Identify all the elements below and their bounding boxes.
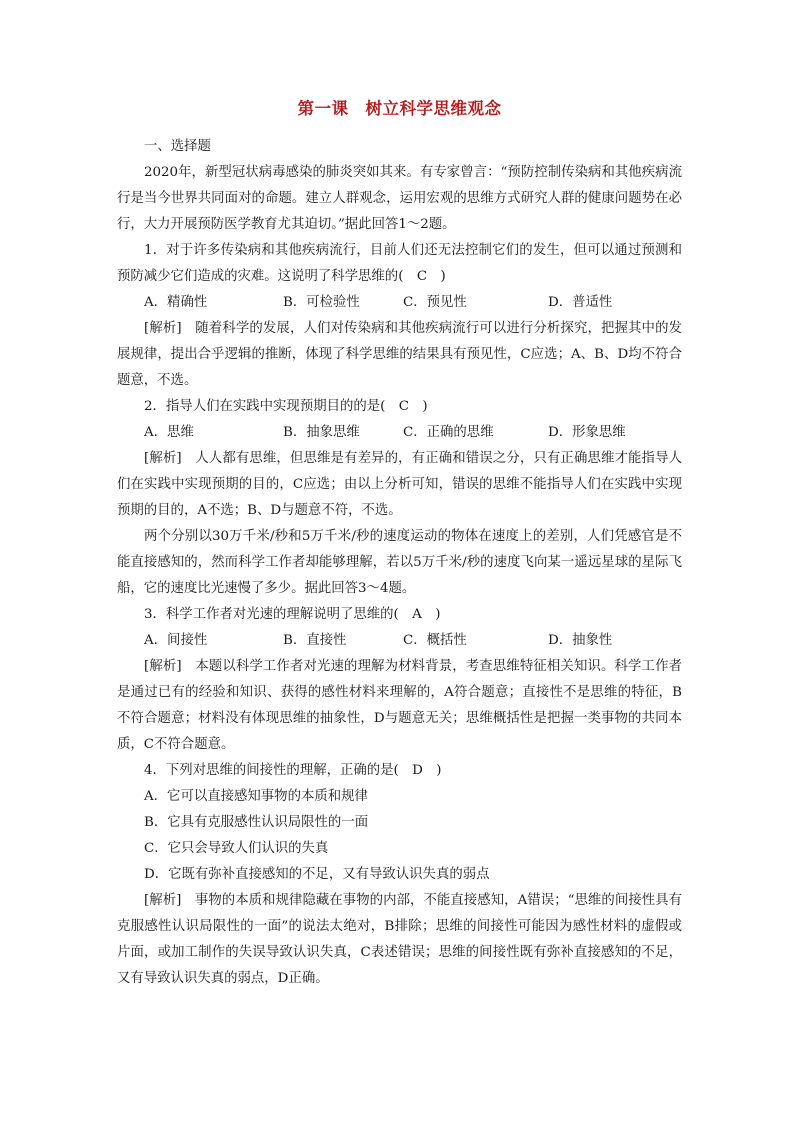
- material-1: 2020年，新型冠状病毒感染的肺炎突如其来。有专家曾言：“预防控制传染病和其他疾病流行是当今世界共同面对的命题。建立人群观念，运用宏观的思维方式研究人群的健康问题势在必行，大力开展预防医学教育尤其迫切。”据此回答1～2题。: [117, 165, 682, 232]
- section-heading: 一、选择题: [144, 139, 211, 154]
- material-2: 两个分别以30万千米/秒和5万千米/秒的速度运动的物体在速度上的差别，人们凭感官是不能直接感知的，然而科学工作者却能够理解，若以5万千米/秒的速度飞向某一遥远星球的星际飞船，它的速度比光速慢了多少。据此回答3～4题。: [117, 529, 682, 596]
- option-b: B．可检验性: [283, 295, 360, 310]
- option-d: D．形象思维: [548, 425, 626, 440]
- option-c: C．概括性: [403, 633, 467, 648]
- option-a: A．间接性: [144, 633, 208, 648]
- option-a: A．它可以直接感知事物的本质和规律: [144, 789, 368, 804]
- question-3-analysis: [解析] 本题以科学工作者对光速的理解为材料背景，考查思维特征相关知识。科学工作者是通过已有的经验和知识、获得的感性材料来理解的，A符合题意；直接性不是思维的特征，B不符合题意；材料没有体现思维的抽象性，D与题意无关；思维概括性是把握一类事物的共同本质，C不符合题意。: [117, 659, 682, 752]
- question-4-stem: 4．下列对思维的间接性的理解，正确的是( D ): [144, 763, 442, 778]
- option-c: C．预见性: [403, 295, 467, 310]
- question-2-stem: 2．指导人们在实践中实现预期目的的是( C ): [144, 399, 428, 414]
- option-d: D．它既有弥补直接感知的不足，又有导致认识失真的弱点: [144, 867, 490, 882]
- question-2-options: [117, 420, 682, 446]
- option-c: C．正确的思维: [403, 425, 494, 440]
- option-a: A．精确性: [144, 295, 208, 310]
- option-d: D．普适性: [548, 295, 613, 310]
- question-3-stem: 3．科学工作者对光速的理解说明了思维的( A ): [144, 607, 441, 622]
- option-d: D．抽象性: [548, 633, 613, 648]
- question-4-analysis: [解析] 事物的本质和规律隐藏在事物的内部，不能直接感知，A错误；“思维的间接性具有克服感性认识局限性的一面”的说法太绝对，B排除；思维的间接性可能因为感性材料的虚假或片面，或加工制作的失误导致认识失真，C表述错误；思维的间接性既有弥补直接感知的不足，又有导致认识失真的弱点，D正确。: [117, 893, 682, 986]
- option-a: A．思维: [144, 425, 194, 440]
- question-1-stem: 1．对于许多传染病和其他疾病流行，目前人们还无法控制它们的发生，但可以通过预测和预防减少它们造成的灾难。这说明了科学思维的( C ): [117, 243, 682, 284]
- question-1-options: [117, 290, 682, 316]
- option-b: B．直接性: [283, 633, 347, 648]
- question-2-analysis: [解析] 人人都有思维，但思维是有差异的，有正确和错误之分，只有正确思维才能指导人们在实践中实现预期的目的，C应选；由以上分析可知，错误的思维不能指导人们在实践中实现预期的目的，A不选；B、D与题意不符，不选。: [117, 451, 682, 518]
- question-3-options: [117, 628, 682, 654]
- option-c: C．它只会导致人们认识的失真: [144, 841, 329, 856]
- lesson-title: 第一课 树立科学思维观念: [297, 99, 502, 118]
- question-1-analysis: [解析] 随着科学的发展，人们对传染病和其他疾病流行可以进行分析探究，把握其中的发展规律，提出合乎逻辑的推断，体现了科学思维的结果具有预见性，C应选；A、B、D均不符合题意，不选。: [117, 321, 682, 388]
- option-b: B．它具有克服感性认识局限性的一面: [144, 815, 369, 830]
- option-b: B．抽象思维: [283, 425, 360, 440]
